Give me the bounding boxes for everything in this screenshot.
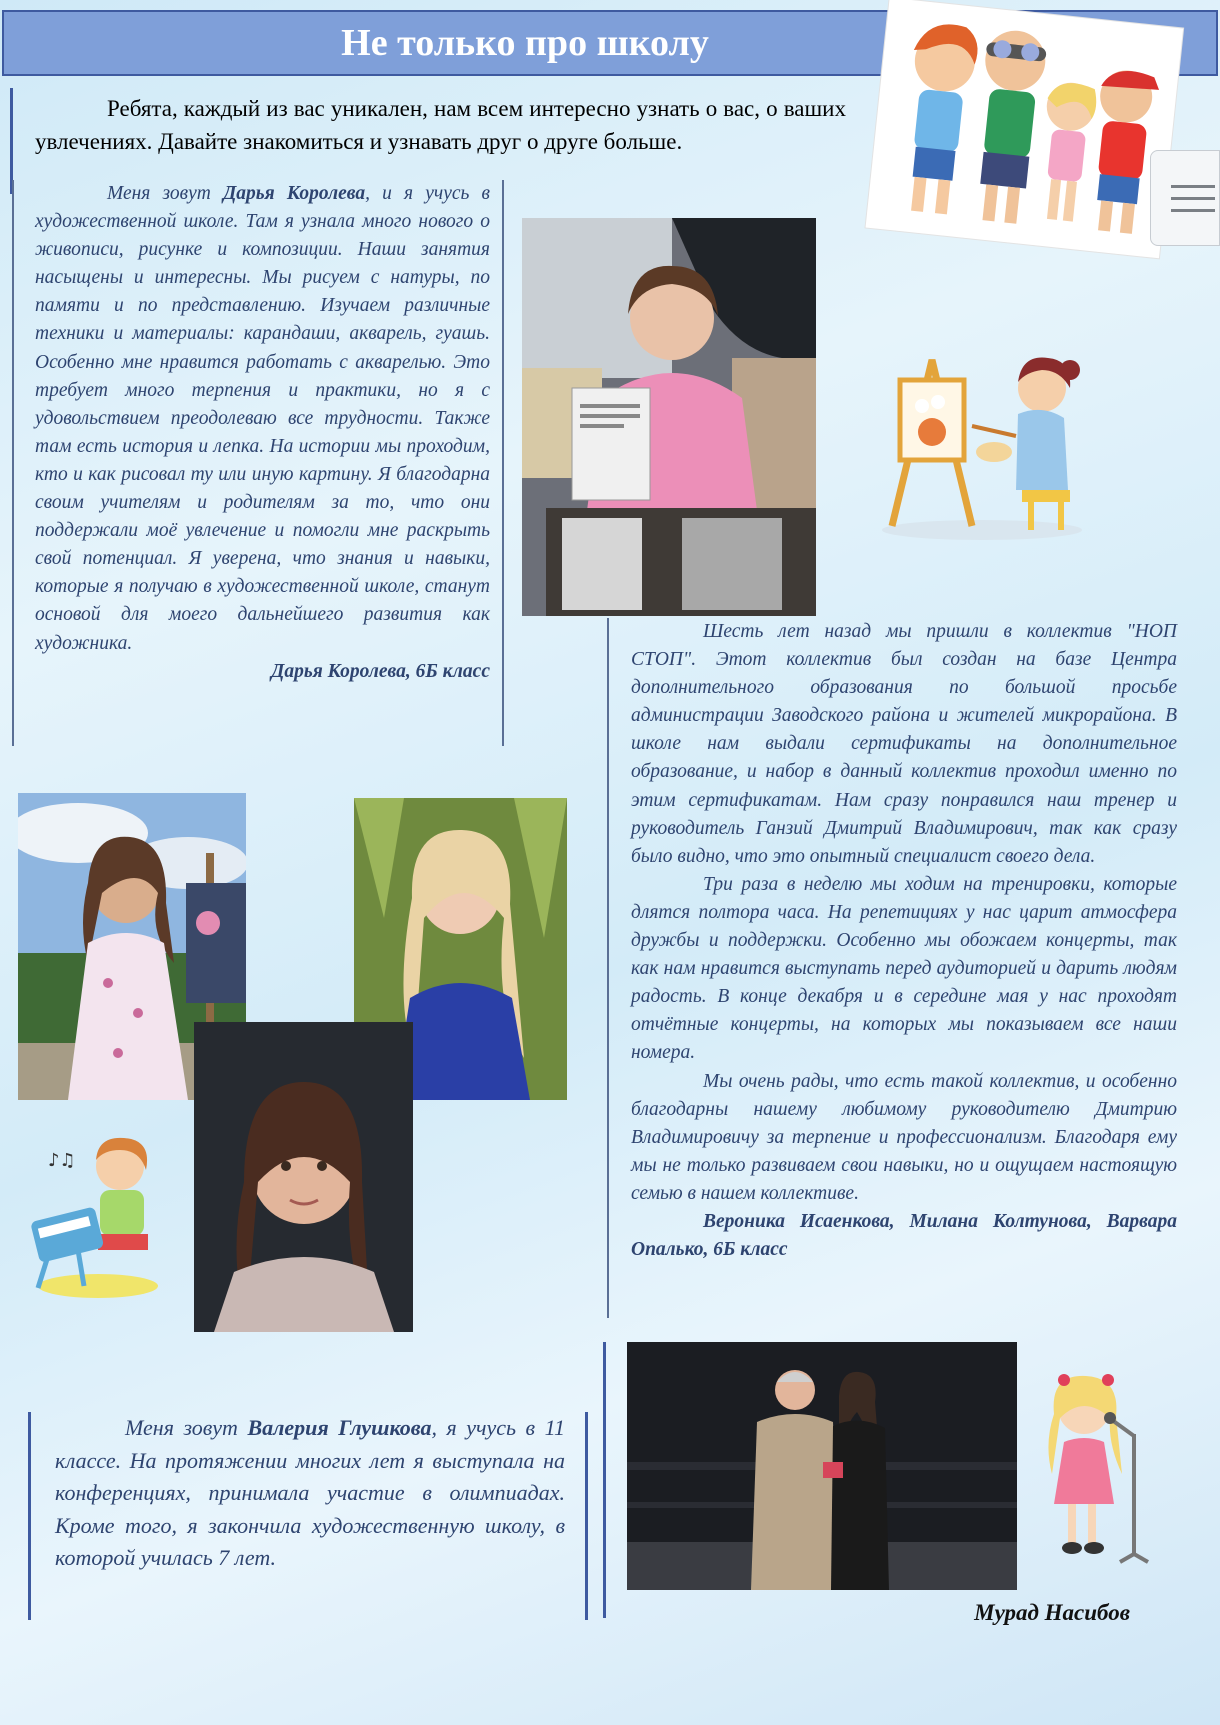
pianist-boy-icon xyxy=(28,1126,168,1301)
photo-caption-murad: Мурад Насибов xyxy=(974,1600,1130,1625)
svg-text:♪♫: ♪♫ xyxy=(48,1150,76,1171)
author-name: Дарья Королева xyxy=(222,183,366,204)
signature: Дарья Королева, 6Б класс xyxy=(271,660,490,682)
menu-icon xyxy=(1151,151,1219,245)
story-nop-stop: Шесть лет назад мы пришли в коллектив "НОП СТОП". Этот коллектив был создан на базе Центра дополнительного образования по большой просьбе администрации Заводского района и жителей микрорайона. В школе нам выдали сертификаты на дополнительное образование, и набор в данный коллектив проходил именно по этим сертификатам. Нам сразу понравился наш тренер и руководитель Ганзий Дмитрий Владимирович, так как сразу было видно, что это опытный специалист своего дела. Три раза в неделю мы ходим на тренировки, которые длятся полтора часа. На репетициях у нас царит атмосфера дружбы и поддержки. Особенно мы обожаем концерты, так как нам нравится выступать перед аудиторией и дарить людям радость. В конце декабря и в середине мая у нас проходят отчётные концерты, на которых мы показываем все наши номера. Мы очень рады, что есть такой коллектив, и особенно благодарны нашему любимому руководителю Дмитрию Владимировичу за терпение и профессионализм. Благодаря ему мы не только развиваем свои навыки, но и ощущаем настоящую семью в нашем коллективе. Вероника Исаенкова, Милана Колтунова, Варвара Опалько, 6Б класс xyxy=(607,618,1177,1318)
photo-dark-haired-girl xyxy=(194,1022,413,1332)
painter-girl-icon xyxy=(872,340,1094,542)
intro-paragraph: Ребята, каждый из вас уникален, нам всем интересно узнать о вас, о ваших увлечениях. Давайте знакомиться и узнавать друг о друге больше. xyxy=(10,88,846,194)
photo-stage-award xyxy=(627,1342,1017,1590)
singer-girl-icon xyxy=(1024,1364,1158,1564)
side-menu-tab[interactable] xyxy=(1150,150,1220,246)
author-name: Валерия Глушкова xyxy=(247,1415,432,1440)
signature: Вероника Исаенкова, Милана Колтунова, Варвара Опалько, 6Б класс xyxy=(631,1210,1177,1261)
kids-group-icon xyxy=(858,0,1190,262)
story-valeria: Меня зовут Валерия Глушкова, я учусь в 11 классе. На протяжении многих лет я выступала на конференциях, принимала участие в олимпиадах. Кроме того, я закончила художественную школу, в которой училась 7 лет. xyxy=(28,1412,588,1620)
story-darya: Меня зовут Дарья Королева, и я учусь в художественной школе. Там я узнала много нового о живописи, рисунке и композиции. Наши занятия насыщены и интересны. Мы рисуем с натуры, по памяти и по представлению. Изучаем различные техники и материалы: карандаши, акварель, гуашь. Особенно мне нравится работать с акварелью. Это требует много терпения и практики, но я с удовольствием преодолеваю все трудности. Также там есть история и лепка. На истории мы проходим, кто и как рисовал ту или иную картину. Я благодарна своим учителям и родителям за то, что они поддержали моё увлечение и помогли мне раскрыть свой потенциал. Я уверена, что знания и навыки, которые я получаю в художественной школе, станут основой для моего дальнейшего развития как художника. Дарья Королева, 6Б класс xyxy=(12,180,504,746)
photo-darya-diploma xyxy=(522,218,816,616)
divider-line xyxy=(603,1342,606,1618)
page-title: Не только про школу xyxy=(2,10,1218,76)
